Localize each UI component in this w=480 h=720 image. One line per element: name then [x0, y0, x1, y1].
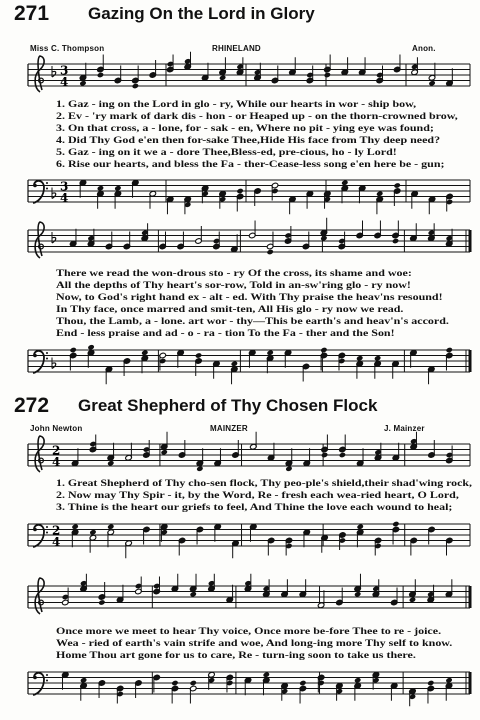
note — [208, 672, 215, 690]
verse-line: 6. Rise our hearts, and bless the Fa - ther-Cease-less song e'en here be - gun; — [56, 159, 445, 170]
note — [214, 448, 221, 466]
svg-text:4: 4 — [52, 455, 61, 469]
note — [159, 352, 166, 370]
note — [427, 585, 434, 603]
note — [306, 66, 313, 84]
note — [359, 57, 366, 75]
note — [167, 196, 174, 214]
note — [446, 193, 453, 211]
note — [409, 688, 416, 706]
treble-clef-icon — [35, 578, 44, 614]
note — [250, 432, 257, 450]
svg-text:2: 2 — [52, 523, 61, 538]
note — [184, 52, 191, 70]
note — [171, 574, 178, 592]
treble-clef-icon — [35, 56, 44, 92]
verse-line: 5. Gaz - ing on it we a - dore Thee,Bless-ed, pre-cious, ho - ly Lord! — [56, 147, 397, 158]
note — [177, 350, 184, 368]
note — [446, 229, 453, 247]
note — [263, 579, 270, 597]
note — [184, 196, 191, 214]
note — [372, 579, 379, 597]
note — [428, 366, 435, 384]
treble-clef-icon — [35, 436, 44, 472]
note — [306, 191, 313, 209]
time-signature — [60, 180, 68, 206]
hymn-author: Miss C. Thompson — [30, 44, 105, 53]
svg-text:3: 3 — [60, 63, 69, 78]
music-staff — [0, 436, 480, 478]
bass-clef-icon — [33, 673, 48, 695]
note — [289, 57, 296, 75]
note — [338, 352, 345, 370]
music-staff — [0, 664, 480, 704]
note — [446, 446, 453, 464]
note — [341, 57, 348, 75]
note — [428, 196, 435, 214]
note — [219, 191, 226, 209]
note — [116, 585, 123, 603]
note — [303, 529, 310, 547]
note — [208, 574, 215, 592]
note — [69, 229, 76, 247]
note — [135, 577, 142, 595]
verse-line: End - less praise and ad - o - ra - tion To the Fa - ther and the Son! — [56, 328, 395, 339]
verse-line: 3. Thine is the heart our griefs to feel, And Thine the love each wound to heal; — [56, 502, 453, 513]
svg-text:4: 4 — [60, 75, 69, 89]
verse-line: 2. Now may Thy Spir - it, by the Word, Re - fresh each wea-ried heart, O Lord, — [56, 490, 459, 501]
verse-line: Once more we meet to hear Thy voice, Once more be-fore Thee to re - joice. — [56, 626, 442, 637]
music-staff — [0, 172, 480, 212]
note — [71, 448, 78, 466]
note — [392, 221, 399, 245]
note — [428, 223, 435, 241]
note — [249, 350, 256, 368]
note — [324, 55, 331, 79]
note — [410, 223, 417, 241]
music-staff — [0, 516, 480, 556]
note — [214, 524, 221, 542]
svg-text:2: 2 — [52, 443, 61, 458]
svg-text:4: 4 — [60, 191, 69, 205]
note — [80, 574, 87, 592]
verse-line: Home Thou art gone for us to care, Re - turn-ing soon to take us there. — [56, 650, 416, 661]
hymn-number: 271 — [14, 2, 50, 25]
note — [339, 435, 346, 459]
hymn-title: Gazing On the Lord in Glory — [88, 4, 315, 23]
note — [392, 361, 399, 379]
note — [89, 435, 96, 453]
note — [321, 435, 328, 459]
time-signature — [60, 64, 68, 90]
note — [231, 234, 238, 252]
note — [87, 229, 94, 247]
svg-text:3: 3 — [60, 179, 69, 194]
hymn-tune: RHINELAND — [212, 44, 261, 53]
time-signature — [52, 524, 60, 550]
hymn-tune: MAINZER — [210, 424, 248, 433]
note — [285, 537, 292, 555]
note — [153, 577, 160, 595]
hymn-title: Great Shepherd of Thy Chosen Flock — [78, 396, 378, 415]
music-staff — [0, 56, 480, 100]
note — [357, 448, 364, 466]
note — [376, 66, 383, 84]
verse-line: Thou, the Lamb, a - lone. art wor - thy—This be earth's and heav'n's accord. — [56, 316, 449, 327]
verse-line: There we read the won-drous sto - ry Of the cross, its shame and woe: — [56, 268, 412, 279]
note — [62, 672, 69, 690]
music-staff — [0, 578, 480, 622]
note — [190, 680, 197, 704]
note — [339, 532, 346, 550]
note — [171, 680, 178, 704]
verse-line: Wea - ried of earth's vain strife and woe, And long-ing more Thy self to know. — [56, 638, 453, 649]
note — [359, 185, 366, 203]
verse-line: 2. Ev - 'ry mark of dark dis - hon - or Heaped up - on the thorn-crowned brow, — [56, 111, 458, 122]
note — [317, 674, 324, 692]
note — [284, 226, 291, 244]
hymn-author: John Newton — [30, 424, 83, 433]
note — [236, 57, 243, 75]
note — [167, 55, 174, 73]
verse-line: 1. Gaz - ing on the Lord in glo - ry, While our hearts in wor - ship bow, — [56, 99, 417, 110]
note — [289, 196, 296, 214]
note — [79, 180, 86, 198]
note — [299, 680, 306, 704]
treble-clef-icon — [35, 222, 44, 258]
note — [97, 55, 104, 79]
note — [161, 524, 168, 542]
note — [201, 185, 208, 203]
note — [125, 443, 132, 461]
note — [374, 443, 381, 461]
note — [244, 677, 251, 695]
note — [317, 590, 324, 608]
note — [324, 191, 331, 209]
note — [281, 683, 288, 701]
note — [267, 443, 274, 461]
note — [338, 232, 345, 250]
note — [62, 588, 69, 606]
note — [201, 63, 208, 81]
note — [410, 350, 417, 368]
note — [116, 685, 123, 703]
note — [213, 232, 220, 250]
note — [321, 535, 328, 553]
note — [250, 524, 257, 542]
verse-line: 4. Did Thy God e'en then for-sake Thee,Hide His face from Thy deep need? — [56, 135, 441, 146]
note — [132, 180, 139, 198]
note — [427, 680, 434, 704]
note — [374, 537, 381, 555]
music-staff — [0, 342, 480, 382]
verse-line: In Thy face, once marred and smit-ten, All His glo - ry now we read. — [56, 304, 404, 315]
note — [143, 440, 150, 458]
note — [226, 585, 233, 603]
note — [410, 432, 417, 450]
note — [392, 443, 399, 461]
note — [271, 182, 278, 200]
note — [411, 57, 418, 75]
note — [254, 63, 261, 81]
note — [445, 579, 452, 597]
note — [105, 366, 112, 384]
verse-line: All the depths of Thy heart's sor-row, Told in an-sw'ring glo - ry now! — [56, 280, 411, 291]
hymn-composer: Anon. — [412, 44, 436, 53]
note — [411, 191, 418, 209]
note — [125, 540, 132, 558]
note — [141, 223, 148, 241]
note — [284, 350, 291, 368]
note — [446, 68, 453, 86]
bass-clef-icon — [33, 525, 48, 547]
note — [226, 674, 233, 692]
hymn-composer: J. Mainzer — [384, 424, 425, 433]
note — [149, 191, 156, 209]
note — [244, 574, 251, 592]
note — [299, 579, 306, 597]
note — [336, 683, 343, 701]
time-signature — [52, 444, 60, 470]
note — [232, 540, 239, 558]
bass-clef-icon — [33, 181, 48, 203]
note — [303, 448, 310, 466]
note — [281, 579, 288, 597]
note — [236, 188, 243, 212]
bass-clef-icon — [33, 351, 48, 373]
hymn-number: 272 — [14, 394, 50, 417]
note — [213, 361, 220, 379]
note — [391, 683, 398, 701]
music-staff — [0, 222, 480, 266]
verse-line: 3. On that cross, a - lone, for - sak - en, Where no pit - ying eye was found; — [56, 123, 434, 134]
verse-line: Now, to God's right hand ex - alt - ed. With Thy praise the heav'ns resound! — [56, 292, 443, 303]
note — [372, 672, 379, 690]
verse-line: 1. Great Shepherd of Thy cho-sen flock, Thy peo-ple's shield,their shad'wing rock, — [56, 478, 472, 489]
svg-text:4: 4 — [52, 535, 61, 549]
